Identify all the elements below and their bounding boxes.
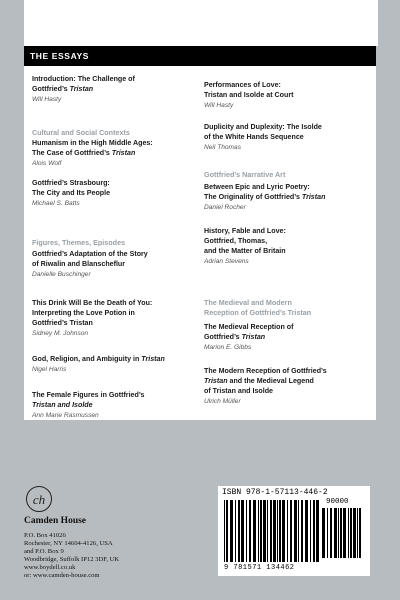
essay-title: Humanism in the High Middle Ages: The Case of Gottfried’s Tristan: [32, 139, 153, 157]
address-line: www.boydell.co.uk: [24, 564, 76, 571]
address-line: and P.O. Box 9: [24, 548, 64, 555]
essay-title: Between Epic and Lyric Poetry: The Originality of Gottfried’s Tristan: [204, 183, 326, 201]
essay-author: Daniel Rocher: [204, 204, 246, 211]
barcode-bar: [287, 500, 288, 562]
right-essay-entry: [204, 366, 376, 407]
price-code: 90000: [326, 498, 349, 506]
essay-title: History, Fable and Love: Gottfried, Thomas, and the Matter of Britain: [204, 227, 286, 255]
barcode-bar: [322, 508, 325, 558]
barcode-bar: [294, 500, 297, 562]
isbn-text: ISBN 978-1-57113-446-2: [222, 488, 328, 497]
barcode-bar: [350, 508, 352, 558]
address-line: P.O. Box 41026: [24, 532, 66, 539]
barcode-bar: [290, 500, 292, 562]
barcode-bar: [263, 500, 266, 562]
essay-author: Marion E. Gibbs: [204, 344, 252, 351]
barcode-bar: [310, 500, 311, 562]
barcode-bar: [238, 500, 240, 562]
right-section-heading: Gottfried’s Narrative Art: [204, 170, 286, 179]
essay-title: Performances of Love: Tristan and Isolde at Court: [204, 81, 294, 99]
barcode-bar: [340, 508, 342, 558]
essay-author: Neil Thomas: [204, 144, 242, 151]
barcode-bar: [267, 500, 268, 562]
left-essay-entry: [32, 390, 204, 421]
barcode-bars: [224, 500, 320, 562]
barcode-bar: [298, 500, 299, 562]
address-line: Woodbridge, Suffolk IP12 3DF, UK: [24, 556, 120, 563]
essay-title: Duplicity and Duplexity: The Isolde of the White Hands Sequence: [204, 123, 322, 141]
left-section-heading: Figures, Themes, Episodes: [32, 238, 126, 247]
barcode-bar: [241, 500, 244, 562]
essay-author: Adrian Stevens: [204, 258, 249, 265]
barcode-bar: [327, 508, 328, 558]
barcode-bar: [343, 508, 346, 558]
barcode-box: [218, 486, 370, 576]
right-section-heading: The Medieval and Modern Reception of Gottfried’s Tristan: [204, 298, 312, 317]
barcode-bar: [270, 500, 272, 562]
essay-author: Nigel Harris: [32, 366, 67, 373]
right-essay-entry: [204, 322, 376, 353]
essay-author: Alois Wolf: [32, 160, 62, 167]
barcode-bar: [273, 500, 276, 562]
essays-header-bar: [24, 46, 376, 66]
barcode-bar: [260, 500, 262, 562]
left-section-heading: Cultural and Social Contexts: [32, 128, 130, 137]
barcode-bar: [301, 500, 303, 562]
barcode-bar: [338, 508, 339, 558]
essays-header-label: THE ESSAYS: [30, 51, 90, 61]
barcode-bar: [305, 500, 308, 562]
essay-title: The Medieval Reception of Gottfried’s Tristan: [204, 323, 294, 341]
essay-title: The Female Figures in Gottfried’s Tristan and Isolde: [32, 391, 145, 409]
barcode-bar: [316, 500, 319, 562]
left-essay-entry: [32, 249, 204, 280]
essay-author: Will Hasty: [32, 96, 62, 103]
barcode-bar: [313, 500, 315, 562]
right-essay-entry: [204, 80, 376, 111]
barcode-bar: [230, 500, 233, 562]
barcode-bar: [282, 500, 285, 562]
right-essay-entry: [204, 182, 376, 213]
essay-title: Gottfried’s Adaptation of the Story of Riwalin and Blanscheflur: [32, 250, 148, 268]
address-line: or: www.camden-house.com: [24, 572, 100, 579]
price-barcode-bars: [322, 508, 362, 570]
essay-author: Sidney M. Johnson: [32, 330, 89, 337]
left-essay-entry: [32, 178, 204, 209]
barcode-bar: [353, 508, 356, 558]
left-essay-entry: [32, 138, 204, 169]
essay-author: Ulrich Müller: [204, 398, 241, 405]
left-essay-entry: [32, 298, 204, 339]
publisher-name: Camden House: [24, 516, 87, 526]
right-essay-entry: [204, 122, 376, 153]
barcode-bar: [334, 508, 337, 558]
barcode-bar: [258, 500, 259, 562]
essay-title: The Modern Reception of Gottfried’s Tristan and the Medieval Legend of Tristan and Isolde: [204, 367, 327, 395]
barcode-bar: [253, 500, 256, 562]
publisher-logo: [26, 486, 52, 512]
essay-author: Ann Marie Rasmussen: [32, 412, 99, 419]
barcode-bar: [249, 500, 251, 562]
right-essay-entry: [204, 226, 376, 267]
barcode-bar: [246, 500, 247, 562]
barcode-bar: [226, 500, 228, 562]
top-white-panel: [24, 0, 378, 46]
barcode-bar: [277, 500, 278, 562]
publisher-logo-letters: ch: [32, 491, 46, 507]
barcode-bar: [224, 500, 225, 562]
contents-panel: [24, 66, 376, 420]
barcode-bar: [330, 508, 332, 558]
essay-title: Introduction: The Challenge of Gottfried’s Tristan: [32, 75, 135, 93]
left-essay-entry: [32, 354, 204, 375]
address-line: Rochester, NY 14604-4126, USA: [24, 540, 113, 547]
barcode-bar: [235, 500, 236, 562]
essay-title: God, Religion, and Ambiguity in Tristan: [32, 355, 165, 363]
left-essay-entry: [32, 74, 204, 105]
essay-author: Danielle Buschinger: [32, 271, 91, 278]
barcode-bar: [359, 508, 361, 558]
publisher-address: [24, 532, 119, 580]
barcode-digits: 9 781571 134462: [224, 564, 295, 572]
barcode-bar: [357, 508, 358, 558]
essay-title: This Drink Will Be the Death of You: Interpreting the Love Potion in Gottfried’s Tristan: [32, 299, 153, 327]
barcode-bar: [279, 500, 281, 562]
essay-author: Michael S. Batts: [32, 200, 80, 207]
essay-title: Gottfried’s Strasbourg: The City and Its People: [32, 179, 111, 197]
essay-author: Will Hasty: [204, 102, 234, 109]
barcode-bar: [348, 508, 349, 558]
